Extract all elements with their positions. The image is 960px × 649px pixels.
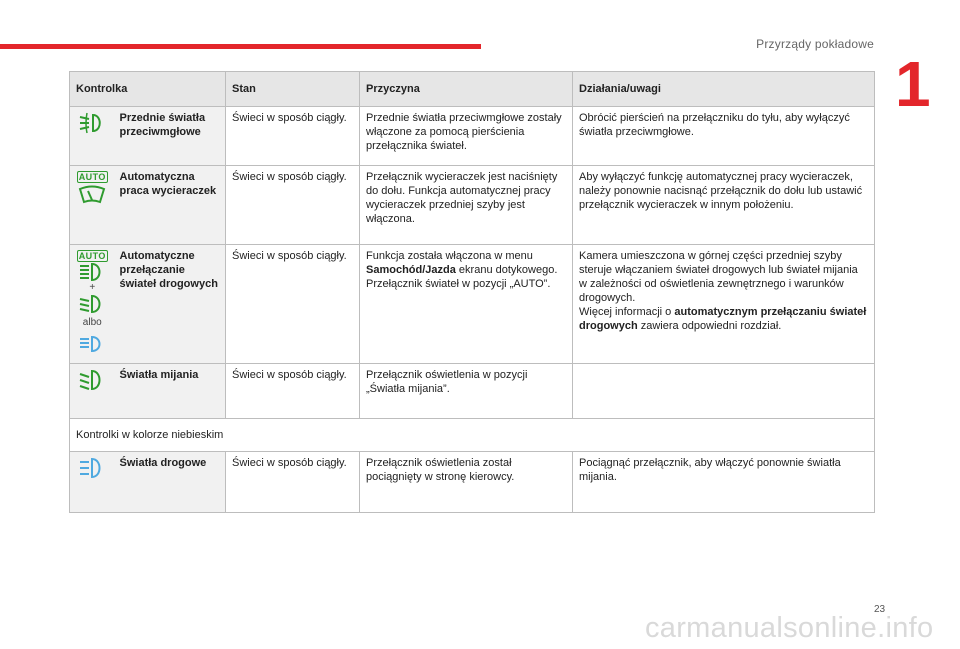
indicator-cause: Przełącznik oświetlenia w pozycji „Światła mijania”. (360, 364, 573, 419)
indicator-icon-cell (70, 245, 115, 364)
front-fog-light-icon (77, 112, 107, 134)
cause-intro: Funkcja została włączona w menu (366, 250, 533, 262)
indicator-name: Światła mijania (115, 364, 226, 419)
auto-label: AUTO (78, 251, 106, 261)
page-number: 23 (874, 604, 886, 615)
indicator-icon-cell (70, 452, 115, 513)
table-row (70, 452, 875, 513)
column-header-action: Działania/uwagi (573, 72, 875, 107)
cause-menu-name: Samochód/Jazda (366, 264, 456, 276)
indicator-icon-cell (70, 166, 115, 245)
low-beam-icon (77, 369, 107, 391)
blue-indicators-heading: Kontrolki w kolorze niebieskim (70, 419, 875, 452)
or-label: albo (82, 317, 102, 328)
header-accent-bar (0, 44, 481, 49)
high-beam-icon (77, 457, 107, 479)
chapter-number: 1 (895, 48, 931, 120)
table-header-row (70, 72, 875, 107)
table-row (70, 166, 875, 245)
indicator-cause: Przełącznik wycieraczek jest naciśnięty do dołu. Funkcja automatycznej pracy wycieraczek przedniej szyby jest włączona. (360, 166, 573, 245)
indicator-icon-cell (70, 364, 115, 419)
action-intro: Kamera umieszczona w górnej części przedniej szyby steruje włączaniem świateł drogowych lub świateł mijania w zależności od oświetlenia zewnętrznego i warunków drogowych. (579, 250, 858, 304)
indicator-state: Świeci w sposób ciągły. (226, 364, 360, 419)
indicator-table (69, 71, 875, 513)
cause-tail: Przełącznik świateł w pozycji „AUTO”. (366, 278, 551, 290)
indicator-name: Przednie światła przeciwmgłowe (115, 107, 226, 166)
high-beam-blue-icon (77, 335, 107, 353)
indicator-state: Świeci w sposób ciągły. (226, 245, 360, 364)
indicator-action (573, 245, 875, 364)
column-header-cause: Przyczyna (360, 72, 573, 107)
windscreen-wiper-icon (77, 183, 107, 207)
high-beam-green-icon (77, 262, 107, 282)
column-header-indicator: Kontrolka (70, 72, 226, 107)
action-ref-bold: automatycznym przełączaniu świateł drogowych (579, 306, 867, 332)
indicator-action (573, 364, 875, 419)
cause-menu-after: ekranu dotykowego. (458, 264, 558, 276)
action-ref-intro: Więcej informacji o (579, 306, 672, 318)
table-row (70, 364, 875, 419)
column-header-state: Stan (226, 72, 360, 107)
indicator-state: Świeci w sposób ciągły. (226, 166, 360, 245)
table-row (70, 107, 875, 166)
indicator-name: Automatyczna praca wycieraczek (115, 166, 226, 245)
indicator-action: Aby wyłączyć funkcję automatycznej pracy wycieraczek, należy ponownie nacisnąć przełącznik do dołu lub ustawić przełącznik wycieraczek w innym położeniu. (573, 166, 875, 245)
indicator-cause (360, 245, 573, 364)
indicator-state: Świeci w sposób ciągły. (226, 452, 360, 513)
indicator-name: Światła drogowe (115, 452, 226, 513)
indicator-name: Automatyczne przełączanie świateł drogowych (115, 245, 226, 364)
section-title: Przyrządy pokładowe (756, 37, 874, 51)
low-beam-green-icon (77, 294, 107, 314)
indicator-cause: Przednie światła przeciwmgłowe zostały włączone za pomocą pierścienia przełącznika świateł. (360, 107, 573, 166)
watermark-text: carmanualsonline.info (645, 612, 934, 644)
indicator-icon-cell (70, 107, 115, 166)
table-section-row (70, 419, 875, 452)
indicator-cause: Przełącznik oświetlenia został pociągnięty w stronę kierowcy. (360, 452, 573, 513)
table-row (70, 245, 875, 364)
indicator-action: Obrócić pierścień na przełączniku do tyłu, aby wyłączyć światła przeciwmgłowe. (573, 107, 875, 166)
action-ref-tail: zawiera odpowiedni rozdział. (640, 320, 782, 332)
plus-label: + (89, 282, 96, 293)
indicator-action: Pociągnąć przełącznik, aby włączyć ponownie światła mijania. (573, 452, 875, 513)
auto-label: AUTO (78, 172, 106, 182)
indicator-state: Świeci w sposób ciągły. (226, 107, 360, 166)
